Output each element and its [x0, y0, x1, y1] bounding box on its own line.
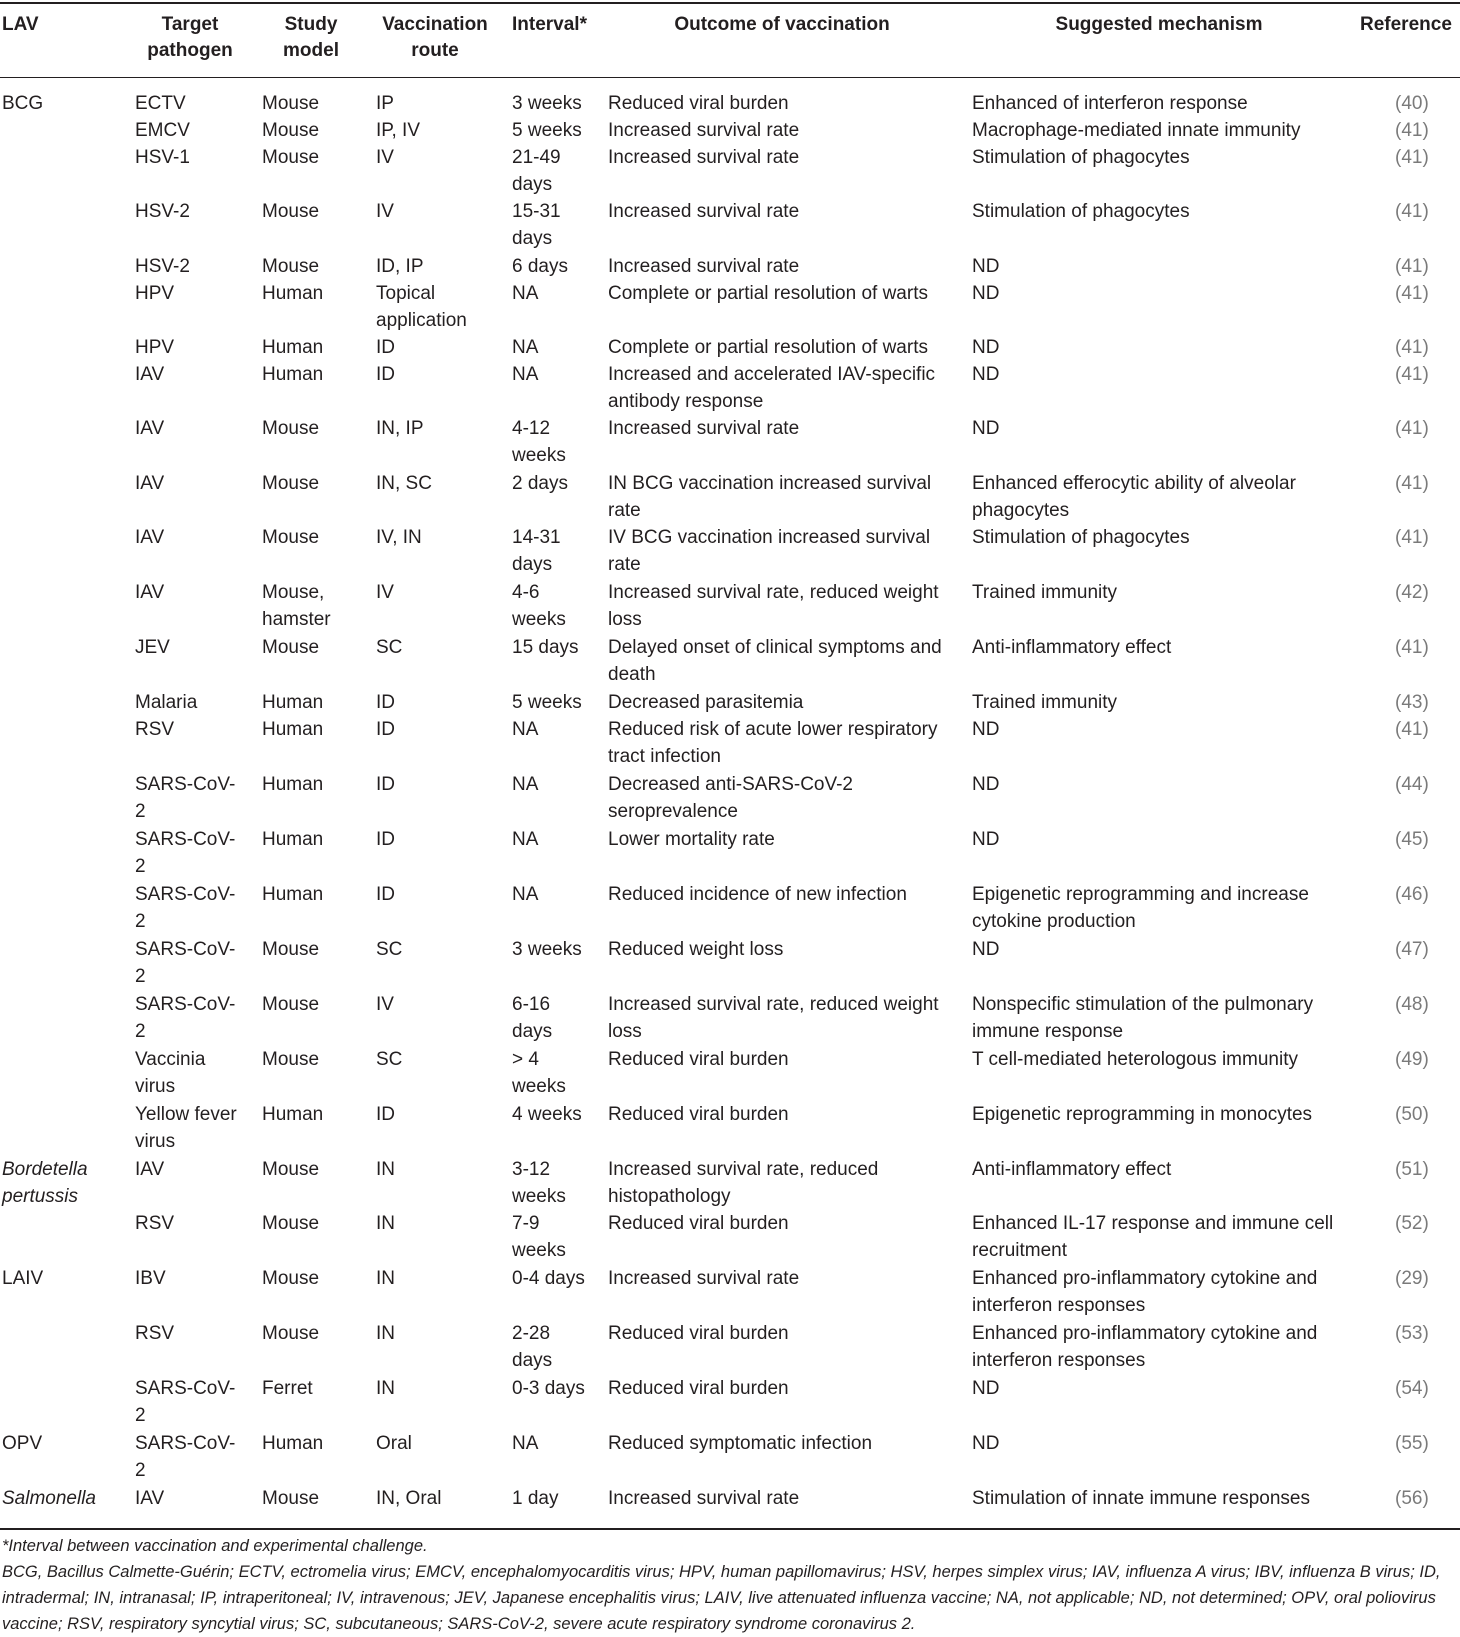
cell-target-pathogen: HSV-2: [135, 256, 190, 277]
cell-reference[interactable]: (41): [1395, 147, 1429, 168]
cell-study-model: Human: [262, 283, 324, 304]
cell-study-model: Human: [262, 774, 324, 795]
cell-interval: 21-49 days: [512, 147, 561, 195]
cell-reference[interactable]: (53): [1395, 1323, 1429, 1344]
cell-study-model: Mouse: [262, 939, 320, 960]
cell-reference[interactable]: (54): [1395, 1378, 1429, 1399]
cell-mechanism: Stimulation of phagocytes: [972, 201, 1190, 222]
cell-target-pathogen: SARS-CoV- 2: [135, 994, 236, 1042]
cell-reference[interactable]: (41): [1395, 418, 1429, 439]
cell-interval: NA: [512, 719, 539, 740]
cell-lav: BCG: [2, 93, 44, 114]
cell-reference[interactable]: (47): [1395, 939, 1429, 960]
cell-interval: NA: [512, 1433, 539, 1454]
cell-reference[interactable]: (29): [1395, 1268, 1429, 1289]
cell-vaccination-route: SC: [376, 939, 403, 960]
cell-target-pathogen: HSV-2: [135, 201, 190, 222]
cell-mechanism: ND: [972, 829, 1000, 850]
cell-target-pathogen: SARS-CoV- 2: [135, 939, 236, 987]
cell-mechanism: Stimulation of phagocytes: [972, 527, 1190, 548]
cell-outcome: Increased survival rate: [608, 1488, 800, 1509]
cell-mechanism: ND: [972, 1433, 1000, 1454]
cell-vaccination-route: IN: [376, 1159, 395, 1180]
cell-outcome: Complete or partial resolution of warts: [608, 283, 928, 304]
cell-outcome: Increased survival rate, reduced weight loss: [608, 582, 939, 630]
cell-outcome: Increased survival rate: [608, 418, 800, 439]
cell-target-pathogen: SARS-CoV- 2: [135, 1433, 236, 1481]
cell-mechanism: Trained immunity: [972, 582, 1118, 603]
cell-reference[interactable]: (41): [1395, 120, 1429, 141]
cell-vaccination-route: Oral: [376, 1433, 412, 1454]
cell-mechanism: Enhanced pro-inflammatory cytokine and interferon responses: [972, 1268, 1318, 1316]
cell-target-pathogen: RSV: [135, 1213, 175, 1234]
cell-lav: LAIV: [2, 1268, 44, 1289]
cell-vaccination-route: IV, IN: [376, 527, 422, 548]
cell-target-pathogen: Yellow fever virus: [135, 1104, 237, 1152]
cell-study-model: Mouse: [262, 1488, 320, 1509]
cell-mechanism: Epigenetic reprogramming and increase cytokine production: [972, 884, 1309, 932]
cell-vaccination-route: ID: [376, 1104, 395, 1125]
cell-mechanism: Anti-inflammatory effect: [972, 637, 1172, 658]
footnote-interval: *Interval between vaccination and experimental challenge.: [2, 1537, 428, 1555]
cell-outcome: Reduced viral burden: [608, 1104, 789, 1125]
cell-target-pathogen: IAV: [135, 527, 165, 548]
cell-outcome: Reduced viral burden: [608, 1323, 789, 1344]
cell-target-pathogen: HSV-1: [135, 147, 190, 168]
cell-reference[interactable]: (41): [1395, 719, 1429, 740]
cell-vaccination-route: IN, IP: [376, 418, 424, 439]
cell-interval: NA: [512, 774, 539, 795]
cell-outcome: Decreased parasitemia: [608, 692, 804, 713]
cell-outcome: Increased survival rate, reduced histopathology: [608, 1159, 879, 1207]
cell-mechanism: Macrophage-mediated innate immunity: [972, 120, 1301, 141]
table-top-rule: [0, 2, 1460, 4]
cell-outcome: Reduced viral burden: [608, 1213, 789, 1234]
cell-vaccination-route: IV: [376, 147, 394, 168]
cell-mechanism: ND: [972, 774, 1000, 795]
cell-reference[interactable]: (49): [1395, 1049, 1429, 1070]
cell-interval: 14-31 days: [512, 527, 561, 575]
cell-vaccination-route: IP: [376, 93, 394, 114]
cell-interval: NA: [512, 884, 539, 905]
cell-vaccination-route: ID: [376, 884, 395, 905]
cell-mechanism: Trained immunity: [972, 692, 1118, 713]
cell-study-model: Mouse: [262, 93, 320, 114]
cell-target-pathogen: IAV: [135, 473, 165, 494]
cell-vaccination-route: SC: [376, 637, 403, 658]
cell-reference[interactable]: (46): [1395, 884, 1429, 905]
cell-outcome: Reduced risk of acute lower respiratory tract infection: [608, 719, 938, 767]
cell-mechanism: Stimulation of phagocytes: [972, 147, 1190, 168]
cell-study-model: Mouse: [262, 1159, 320, 1180]
cell-reference[interactable]: (43): [1395, 692, 1429, 713]
cell-target-pathogen: SARS-CoV- 2: [135, 774, 236, 822]
cell-interval: 5 weeks: [512, 692, 582, 713]
cell-mechanism: ND: [972, 719, 1000, 740]
cell-study-model: Mouse: [262, 1049, 320, 1070]
cell-interval: 7-9 weeks: [512, 1213, 566, 1261]
cell-study-model: Mouse: [262, 147, 320, 168]
cell-interval: 4 weeks: [512, 1104, 582, 1125]
cell-study-model: Human: [262, 337, 324, 358]
cell-target-pathogen: Malaria: [135, 692, 198, 713]
cell-reference[interactable]: (55): [1395, 1433, 1429, 1454]
cell-target-pathogen: RSV: [135, 1323, 175, 1344]
cell-target-pathogen: IAV: [135, 418, 165, 439]
cell-vaccination-route: ID: [376, 774, 395, 795]
cell-vaccination-route: SC: [376, 1049, 403, 1070]
cell-study-model: Mouse: [262, 1323, 320, 1344]
cell-reference[interactable]: (41): [1395, 337, 1429, 358]
cell-vaccination-route: IV: [376, 994, 394, 1015]
cell-outcome: Increased survival rate, reduced weight loss: [608, 994, 939, 1042]
cell-outcome: Reduced viral burden: [608, 1378, 789, 1399]
cell-interval: NA: [512, 337, 539, 358]
cell-study-model: Human: [262, 719, 324, 740]
cell-study-model: Mouse: [262, 201, 320, 222]
cell-reference[interactable]: (44): [1395, 774, 1429, 795]
cell-mechanism: Epigenetic reprogramming in monocytes: [972, 1104, 1313, 1125]
cell-outcome: Reduced viral burden: [608, 93, 789, 114]
cell-interval: 5 weeks: [512, 120, 582, 141]
cell-vaccination-route: ID: [376, 364, 395, 385]
cell-study-model: Human: [262, 692, 324, 713]
cell-outcome: Increased survival rate: [608, 201, 800, 222]
header-mechanism: Suggested mechanism: [1055, 14, 1263, 35]
cell-vaccination-route: ID: [376, 829, 395, 850]
cell-study-model: Mouse: [262, 994, 320, 1015]
cell-vaccination-route: IV: [376, 582, 394, 603]
cell-interval: NA: [512, 364, 539, 385]
cell-reference[interactable]: (41): [1395, 637, 1429, 658]
cell-outcome: Increased survival rate: [608, 256, 800, 277]
cell-mechanism: Stimulation of innate immune responses: [972, 1488, 1310, 1509]
cell-target-pathogen: IAV: [135, 582, 165, 603]
cell-mechanism: Anti-inflammatory effect: [972, 1159, 1172, 1180]
cell-target-pathogen: ECTV: [135, 93, 186, 114]
cell-reference[interactable]: (41): [1395, 201, 1429, 222]
header-outcome: Outcome of vaccination: [674, 14, 890, 35]
cell-target-pathogen: RSV: [135, 719, 175, 740]
cell-outcome: Decreased anti-SARS-CoV-2 seroprevalence: [608, 774, 853, 822]
header-vaccination-route: Vaccination route: [382, 14, 488, 61]
cell-outcome: Reduced symptomatic infection: [608, 1433, 873, 1454]
cell-outcome: IN BCG vaccination increased survival rate: [608, 473, 932, 521]
cell-outcome: Increased survival rate: [608, 1268, 800, 1289]
cell-mechanism: Enhanced IL-17 response and immune cell recruitment: [972, 1213, 1334, 1261]
cell-reference[interactable]: (50): [1395, 1104, 1429, 1125]
cell-study-model: Mouse: [262, 1268, 320, 1289]
cell-mechanism: ND: [972, 1378, 1000, 1399]
cell-study-model: Mouse: [262, 527, 320, 548]
cell-interval: 15-31 days: [512, 201, 561, 249]
cell-study-model: Human: [262, 364, 324, 385]
cell-mechanism: Enhanced pro-inflammatory cytokine and interferon responses: [972, 1323, 1318, 1371]
cell-outcome: Reduced incidence of new infection: [608, 884, 907, 905]
cell-study-model: Mouse: [262, 418, 320, 439]
cell-lav: Bordetella pertussis: [2, 1159, 88, 1207]
cell-interval: 0-4 days: [512, 1268, 585, 1289]
cell-interval: 0-3 days: [512, 1378, 585, 1399]
cell-interval: NA: [512, 283, 539, 304]
cell-lav: Salmonella: [2, 1488, 96, 1509]
cell-vaccination-route: ID: [376, 692, 395, 713]
cell-study-model: Mouse: [262, 120, 320, 141]
cell-outcome: Delayed onset of clinical symptoms and death: [608, 637, 942, 685]
cell-reference[interactable]: (40): [1395, 93, 1429, 114]
cell-outcome: Reduced weight loss: [608, 939, 784, 960]
cell-interval: 4-6 weeks: [512, 582, 566, 630]
cell-study-model: Mouse: [262, 637, 320, 658]
cell-study-model: Human: [262, 1433, 324, 1454]
cell-target-pathogen: EMCV: [135, 120, 190, 141]
cell-vaccination-route: IN: [376, 1268, 395, 1289]
cell-reference[interactable]: (56): [1395, 1488, 1429, 1509]
cell-reference[interactable]: (41): [1395, 473, 1429, 494]
cell-study-model: Human: [262, 1104, 324, 1125]
cell-interval: > 4 weeks: [512, 1049, 566, 1097]
cell-vaccination-route: IN: [376, 1323, 395, 1344]
cell-study-model: Mouse: [262, 1213, 320, 1234]
cell-reference[interactable]: (41): [1395, 364, 1429, 385]
cell-interval: 1 day: [512, 1488, 559, 1509]
cell-outcome: IV BCG vaccination increased survival rate: [608, 527, 931, 575]
cell-reference[interactable]: (41): [1395, 527, 1429, 548]
cell-mechanism: ND: [972, 256, 1000, 277]
cell-target-pathogen: Vaccinia virus: [135, 1049, 206, 1097]
cell-outcome: Increased survival rate: [608, 147, 800, 168]
cell-vaccination-route: ID: [376, 337, 395, 358]
cell-study-model: Mouse, hamster: [262, 582, 331, 630]
table-header-rule: [0, 77, 1460, 78]
cell-target-pathogen: SARS-CoV- 2: [135, 884, 236, 932]
cell-target-pathogen: IBV: [135, 1268, 166, 1289]
cell-study-model: Mouse: [262, 473, 320, 494]
cell-vaccination-route: IV: [376, 201, 394, 222]
cell-study-model: Human: [262, 829, 324, 850]
cell-target-pathogen: SARS-CoV- 2: [135, 829, 236, 877]
cell-reference[interactable]: (41): [1395, 283, 1429, 304]
cell-mechanism: Enhanced efferocytic ability of alveolar phagocytes: [972, 473, 1296, 521]
table-bottom-rule: [0, 1528, 1460, 1530]
cell-vaccination-route: IN: [376, 1213, 395, 1234]
cell-target-pathogen: HPV: [135, 337, 175, 358]
cell-mechanism: ND: [972, 418, 1000, 439]
cell-reference[interactable]: (45): [1395, 829, 1429, 850]
cell-target-pathogen: HPV: [135, 283, 175, 304]
cell-outcome: Lower mortality rate: [608, 829, 775, 850]
header-lav: LAV: [2, 14, 39, 35]
cell-interval: 4-12 weeks: [512, 418, 566, 466]
cell-target-pathogen: IAV: [135, 1159, 165, 1180]
cell-mechanism: Enhanced of interferon response: [972, 93, 1248, 114]
cell-lav: OPV: [2, 1433, 43, 1454]
cell-reference[interactable]: (42): [1395, 582, 1429, 603]
cell-mechanism: ND: [972, 939, 1000, 960]
cell-interval: 6-16 days: [512, 994, 553, 1042]
cell-reference[interactable]: (52): [1395, 1213, 1429, 1234]
cell-vaccination-route: IN, Oral: [376, 1488, 442, 1509]
cell-vaccination-route: ID, IP: [376, 256, 424, 277]
cell-vaccination-route: IN, SC: [376, 473, 432, 494]
cell-interval: 2-28 days: [512, 1323, 553, 1371]
cell-interval: 6 days: [512, 256, 568, 277]
footnote-abbreviations: BCG, Bacillus Calmette-Guérin; ECTV, ectromelia virus; EMCV, encephalomyocarditis virus; HPV, human papillomavirus; HSV, herpes simplex virus; IAV, influenza A virus; IBV, influenza B virus; ID, intradermal; IN, intranasal; IP, intraperitoneal; IV, intravenous; JEV, Japanese encephalitis virus; LAIV, live attenuated influenza vaccine; NA, not applicable; ND, not determined; OPV, oral poliovirus vaccine; RSV, respiratory syncytial virus; SC, subcutaneous; SARS-CoV-2, severe acute respiratory syndrome coronavirus 2.: [2, 1563, 1441, 1633]
cell-study-model: Human: [262, 884, 324, 905]
cell-vaccination-route: ID: [376, 719, 395, 740]
cell-target-pathogen: IAV: [135, 364, 165, 385]
cell-vaccination-route: Topical application: [376, 283, 467, 331]
cell-mechanism: T cell-mediated heterologous immunity: [972, 1049, 1298, 1070]
cell-interval: 3-12 weeks: [512, 1159, 566, 1207]
cell-vaccination-route: IN: [376, 1378, 395, 1399]
cell-target-pathogen: SARS-CoV- 2: [135, 1378, 236, 1426]
cell-study-model: Mouse: [262, 256, 320, 277]
cell-interval: 3 weeks: [512, 93, 582, 114]
cell-interval: 2 days: [512, 473, 568, 494]
cell-outcome: Reduced viral burden: [608, 1049, 789, 1070]
cell-interval: 3 weeks: [512, 939, 582, 960]
cell-mechanism: Nonspecific stimulation of the pulmonary immune response: [972, 994, 1314, 1042]
cell-mechanism: ND: [972, 364, 1000, 385]
header-study-model: Study model: [283, 14, 339, 61]
cell-outcome: Increased and accelerated IAV-specific antibody response: [608, 364, 936, 412]
cell-outcome: Increased survival rate: [608, 120, 800, 141]
cell-outcome: Complete or partial resolution of warts: [608, 337, 928, 358]
cell-interval: 15 days: [512, 637, 579, 658]
cell-interval: NA: [512, 829, 539, 850]
cell-mechanism: ND: [972, 283, 1000, 304]
cell-vaccination-route: IP, IV: [376, 120, 421, 141]
cell-study-model: Ferret: [262, 1378, 313, 1399]
header-target-pathogen: Target pathogen: [147, 14, 233, 61]
cell-reference[interactable]: (41): [1395, 256, 1429, 277]
cell-mechanism: ND: [972, 337, 1000, 358]
header-interval: Interval*: [512, 14, 587, 35]
cell-target-pathogen: IAV: [135, 1488, 165, 1509]
cell-reference[interactable]: (48): [1395, 994, 1429, 1015]
cell-target-pathogen: JEV: [135, 637, 170, 658]
header-reference: Reference: [1360, 14, 1452, 35]
cell-reference[interactable]: (51): [1395, 1159, 1429, 1180]
